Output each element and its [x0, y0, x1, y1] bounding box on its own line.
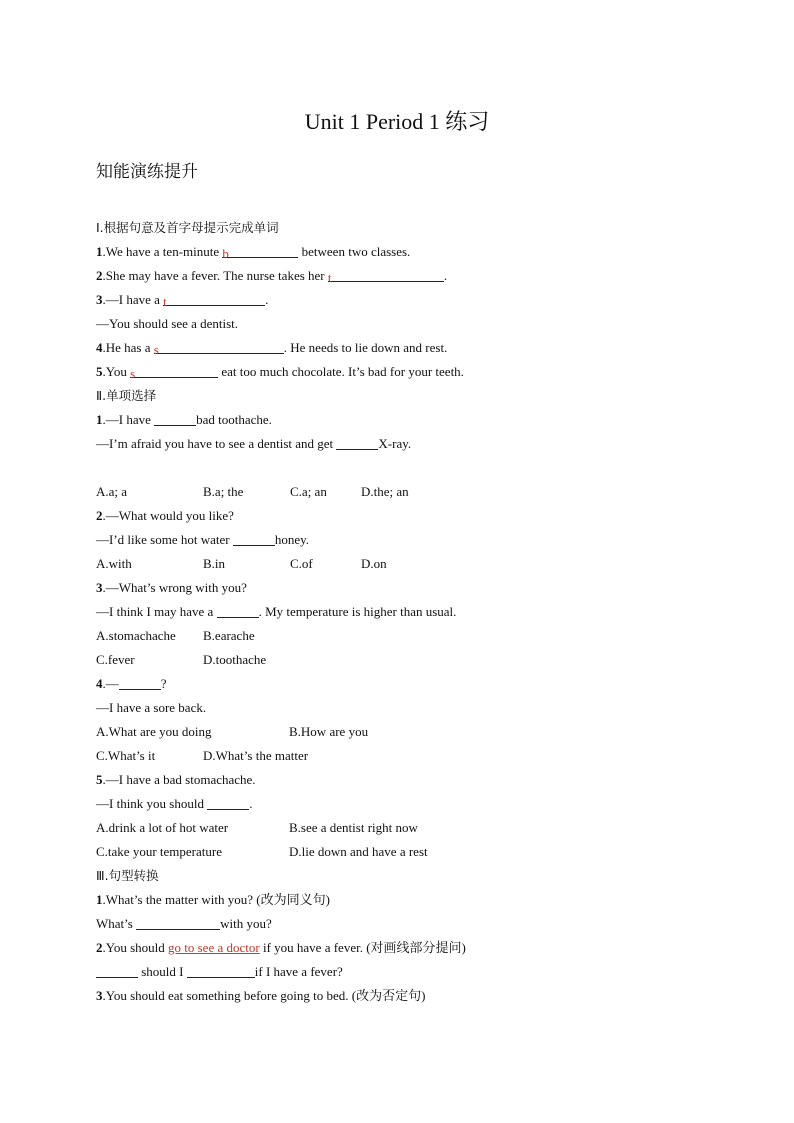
option-a[interactable]: A.a; a — [96, 484, 128, 499]
s2-question-1-options — [96, 480, 716, 504]
option-b[interactable]: B.a; the — [203, 484, 244, 499]
question-text: .—What’s wrong with you? — [102, 580, 247, 595]
question-number: 3 — [96, 292, 103, 307]
answer-blank[interactable] — [154, 410, 196, 426]
question-text: if you have a fever. (对画线部分提问) — [259, 940, 466, 955]
s2-question-5 — [96, 768, 716, 792]
question-text: with you? — [220, 916, 272, 931]
hint-letter: b — [222, 246, 229, 261]
question-number: 3 — [96, 988, 103, 1003]
s3-question-2-answer — [96, 960, 716, 984]
question-text: eat too much chocolate. It’s bad for your teeth. — [218, 364, 464, 379]
s2-question-2-reply — [96, 528, 716, 552]
option-a[interactable]: A.with — [96, 556, 132, 571]
question-text: .What’s the matter with you? (改为同义句) — [102, 892, 330, 907]
option-b[interactable]: B.earache — [203, 628, 255, 643]
option-c[interactable]: C.What’s it — [96, 748, 156, 763]
question-number: 2 — [96, 268, 103, 283]
question-number: 2 — [96, 508, 103, 523]
question-text: honey. — [274, 532, 310, 547]
s2-question-3-options-cd — [96, 648, 716, 672]
question-text: .We have a ten-minute — [102, 244, 223, 259]
underlined-phrase: go to see a doctor — [168, 940, 260, 955]
section-2-heading: Ⅱ.单项选择 — [96, 388, 157, 403]
option-c[interactable]: C.of — [290, 556, 313, 571]
question-text: —I’m afraid you have to see a dentist and get — [96, 436, 337, 451]
question-text: . — [249, 796, 253, 811]
s3-question-2 — [96, 936, 716, 960]
option-b[interactable]: B.see a dentist right now — [289, 820, 418, 835]
s3-question-3 — [96, 984, 716, 1008]
s2-question-1 — [96, 408, 716, 432]
question-text: .—I have a — [102, 292, 164, 307]
exercise-body — [96, 216, 716, 1008]
hint-letter: t — [163, 294, 167, 309]
page-title: Unit 1 Period 1 练习 — [304, 109, 490, 134]
s1-question-5 — [96, 360, 716, 384]
section-3-heading: Ⅲ.句型转换 — [96, 868, 159, 883]
question-text: .You should — [102, 940, 169, 955]
answer-blank[interactable] — [130, 362, 218, 381]
question-number: 5 — [96, 364, 103, 379]
option-b[interactable]: B.How are you — [289, 724, 369, 739]
s2-question-3-reply — [96, 600, 716, 624]
question-text: . — [443, 268, 448, 283]
question-number: 5 — [96, 772, 103, 787]
s2-question-4-reply: —I have a sore back. — [96, 700, 207, 715]
hint-letter: s — [130, 366, 136, 381]
s1-question-4 — [96, 336, 716, 360]
option-a[interactable]: A.stomachache — [96, 628, 176, 643]
s2-question-2-options — [96, 552, 716, 576]
question-number: 4 — [96, 340, 103, 355]
question-text: ? — [160, 676, 167, 691]
option-d[interactable]: D.on — [361, 556, 387, 571]
s2-question-3 — [96, 576, 716, 600]
question-number: 1 — [96, 892, 103, 907]
s2-question-5-options-ab — [96, 816, 716, 840]
s2-question-4 — [96, 672, 716, 696]
question-number: 2 — [96, 940, 103, 955]
option-d[interactable]: D.the; an — [361, 484, 409, 499]
option-d[interactable]: D.lie down and have a rest — [289, 844, 428, 859]
answer-blank[interactable] — [163, 290, 265, 309]
answer-blank[interactable] — [119, 674, 161, 690]
hint-letter: s — [153, 342, 159, 357]
s2-question-4-options-cd — [96, 744, 716, 768]
answer-blank[interactable] — [222, 242, 298, 261]
s3-question-1-answer — [96, 912, 716, 936]
answer-blank[interactable] — [96, 962, 138, 978]
question-text: .—I have a bad stomachache. — [102, 772, 256, 787]
question-number: 1 — [96, 412, 103, 427]
question-text: —I think you should — [96, 796, 208, 811]
hint-letter: t — [327, 270, 332, 285]
question-text: . My temperature is higher than usual. — [258, 604, 457, 619]
option-d[interactable]: D.toothache — [203, 652, 267, 667]
s3-question-1 — [96, 888, 716, 912]
question-text: .You — [102, 364, 131, 379]
s1-question-2 — [96, 264, 716, 288]
answer-blank[interactable] — [217, 602, 259, 618]
question-text: .She may have a fever. The nurse takes her — [102, 268, 328, 283]
s2-question-1-reply — [96, 432, 716, 456]
question-text: .—I have — [102, 412, 155, 427]
answer-blank[interactable] — [233, 530, 275, 546]
question-text: .—What would you like? — [102, 508, 234, 523]
answer-blank[interactable] — [187, 962, 255, 978]
question-text: between two classes. — [298, 244, 411, 259]
question-text: —I’d like some hot water — [96, 532, 233, 547]
s2-question-3-options-ab — [96, 624, 716, 648]
s2-question-5-options-cd — [96, 840, 716, 864]
s2-question-4-options-ab — [96, 720, 716, 744]
s2-question-5-reply — [96, 792, 716, 816]
question-text: . — [265, 292, 269, 307]
question-text: bad toothache. — [196, 412, 272, 427]
option-c[interactable]: C.take your temperature — [96, 844, 222, 859]
question-text: .— — [102, 676, 119, 691]
answer-blank[interactable] — [327, 266, 444, 285]
option-c[interactable]: C.a; an — [290, 484, 327, 499]
question-text: if I have a fever? — [254, 964, 343, 979]
option-a[interactable]: A.drink a lot of hot water — [96, 820, 229, 835]
answer-blank[interactable] — [136, 914, 220, 930]
question-text: What’s — [96, 916, 137, 931]
s1-question-3-reply: —You should see a dentist. — [96, 316, 239, 331]
option-b[interactable]: B.in — [203, 556, 226, 571]
question-number: 3 — [96, 580, 103, 595]
s1-question-3 — [96, 288, 716, 312]
question-number: 4 — [96, 676, 103, 691]
section-subtitle: 知能演练提升 — [96, 162, 198, 182]
question-text: should I — [138, 964, 187, 979]
question-text: —I think I may have a — [96, 604, 217, 619]
option-c[interactable]: C.fever — [96, 652, 135, 667]
answer-blank[interactable] — [336, 434, 378, 450]
s2-question-2 — [96, 504, 716, 528]
question-text: X-ray. — [378, 436, 412, 451]
option-a[interactable]: A.What are you doing — [96, 724, 212, 739]
question-text: .He has a — [102, 340, 154, 355]
option-d[interactable]: D.What’s the matter — [203, 748, 309, 763]
answer-blank[interactable] — [207, 794, 249, 810]
question-text: .You should eat something before going to bed. (改为否定句) — [102, 988, 426, 1003]
question-text: . He needs to lie down and rest. — [283, 340, 448, 355]
question-number: 1 — [96, 244, 103, 259]
s1-question-1 — [96, 240, 716, 264]
section-1-heading: Ⅰ.根据句意及首字母提示完成单词 — [96, 220, 279, 235]
answer-blank[interactable] — [153, 338, 284, 357]
